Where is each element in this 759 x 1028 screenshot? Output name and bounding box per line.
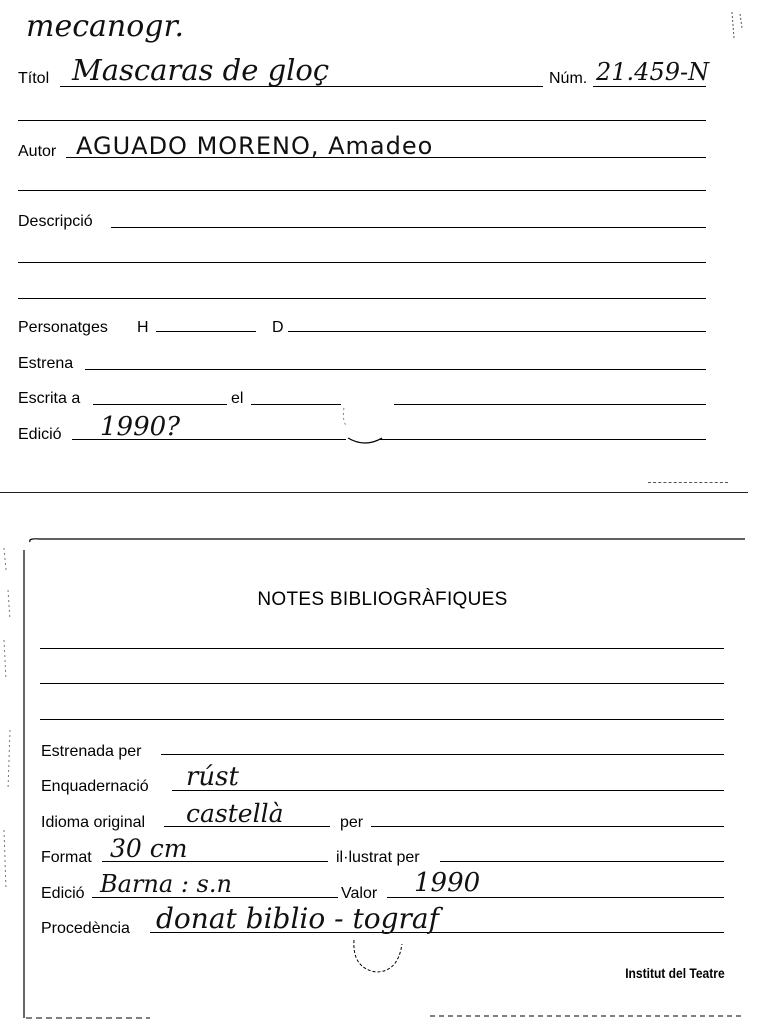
valor-value: 1990 bbox=[414, 868, 481, 898]
edicio2-value: Barna : s.n bbox=[100, 870, 232, 898]
edicio-value: 1990? bbox=[100, 412, 181, 442]
escrita-el-label: el bbox=[231, 390, 244, 407]
format-value: 30 cm bbox=[110, 834, 188, 863]
catalog-card-back bbox=[0, 530, 759, 1028]
idioma-per-line bbox=[371, 826, 724, 827]
estrenada-per-label: Estrenada per bbox=[41, 743, 142, 760]
descripcio-line bbox=[111, 227, 706, 228]
notes-line-3 bbox=[40, 719, 724, 720]
estrena-label: Estrena bbox=[18, 355, 74, 372]
descripcio-line-2 bbox=[18, 262, 706, 263]
escrita-extra-line bbox=[394, 404, 706, 405]
il-lustrat-line bbox=[440, 861, 724, 862]
personatges-h-line bbox=[156, 331, 256, 332]
personatges-d-line bbox=[288, 331, 706, 332]
institution-stamp: Institut del Teatre bbox=[625, 965, 725, 981]
card-bottom-dash bbox=[648, 482, 728, 483]
edicio-label: Edició bbox=[18, 426, 62, 443]
num-line bbox=[593, 86, 706, 87]
idioma-per-label: per bbox=[340, 814, 364, 831]
punch-hole-mark-2 bbox=[348, 928, 408, 978]
punch-hole-mark bbox=[340, 400, 390, 450]
titol-continuation-line bbox=[18, 120, 706, 121]
escrita-label: Escrita a bbox=[18, 390, 81, 407]
edicio-extra-line bbox=[380, 439, 706, 440]
personatges-h-label: H bbox=[137, 319, 149, 336]
num-label: Núm. bbox=[549, 70, 588, 87]
format-label: Format bbox=[41, 849, 92, 866]
autor-label: Autor bbox=[18, 143, 57, 160]
personatges-label: Personatges bbox=[18, 319, 108, 336]
escrita-line bbox=[93, 404, 227, 405]
handwritten-annotation: mecanogr. bbox=[26, 9, 185, 44]
idioma-original-value: castellà bbox=[186, 799, 284, 828]
enquadernacio-label: Enquadernació bbox=[41, 778, 149, 795]
titol-value: Mascaras de gloç bbox=[72, 53, 330, 87]
notes-line-2 bbox=[40, 683, 724, 684]
enquadernacio-line bbox=[172, 790, 724, 791]
procedencia-label: Procedència bbox=[41, 920, 130, 937]
catalog-card-front bbox=[0, 0, 759, 494]
edicio2-label: Edició bbox=[41, 885, 85, 902]
notes-heading: NOTES BIBLIOGRÀFIQUES bbox=[257, 589, 508, 610]
autor-continuation-line bbox=[18, 190, 706, 191]
scan-noise-right bbox=[728, 8, 748, 48]
escrita-el-line bbox=[251, 404, 341, 405]
notes-line-1 bbox=[40, 648, 724, 649]
card-bottom-edge bbox=[0, 492, 748, 493]
valor-label: Valor bbox=[341, 885, 378, 902]
estrenada-per-line bbox=[161, 754, 724, 755]
enquadernacio-value: rúst bbox=[186, 762, 239, 792]
autor-value: AGUADO MORENO, Amadeo bbox=[76, 132, 434, 160]
personatges-d-label: D bbox=[272, 319, 284, 336]
descripcio-label: Descripció bbox=[18, 213, 93, 230]
il-lustrat-label: il·lustrat per bbox=[336, 849, 420, 866]
estrena-line bbox=[85, 369, 706, 370]
procedencia-value: donat biblio - tograf bbox=[156, 902, 439, 935]
descripcio-line-3 bbox=[18, 298, 706, 299]
titol-label: Títol bbox=[18, 70, 50, 87]
idioma-original-label: Idioma original bbox=[41, 814, 146, 831]
num-value: 21.459-N bbox=[596, 58, 710, 86]
